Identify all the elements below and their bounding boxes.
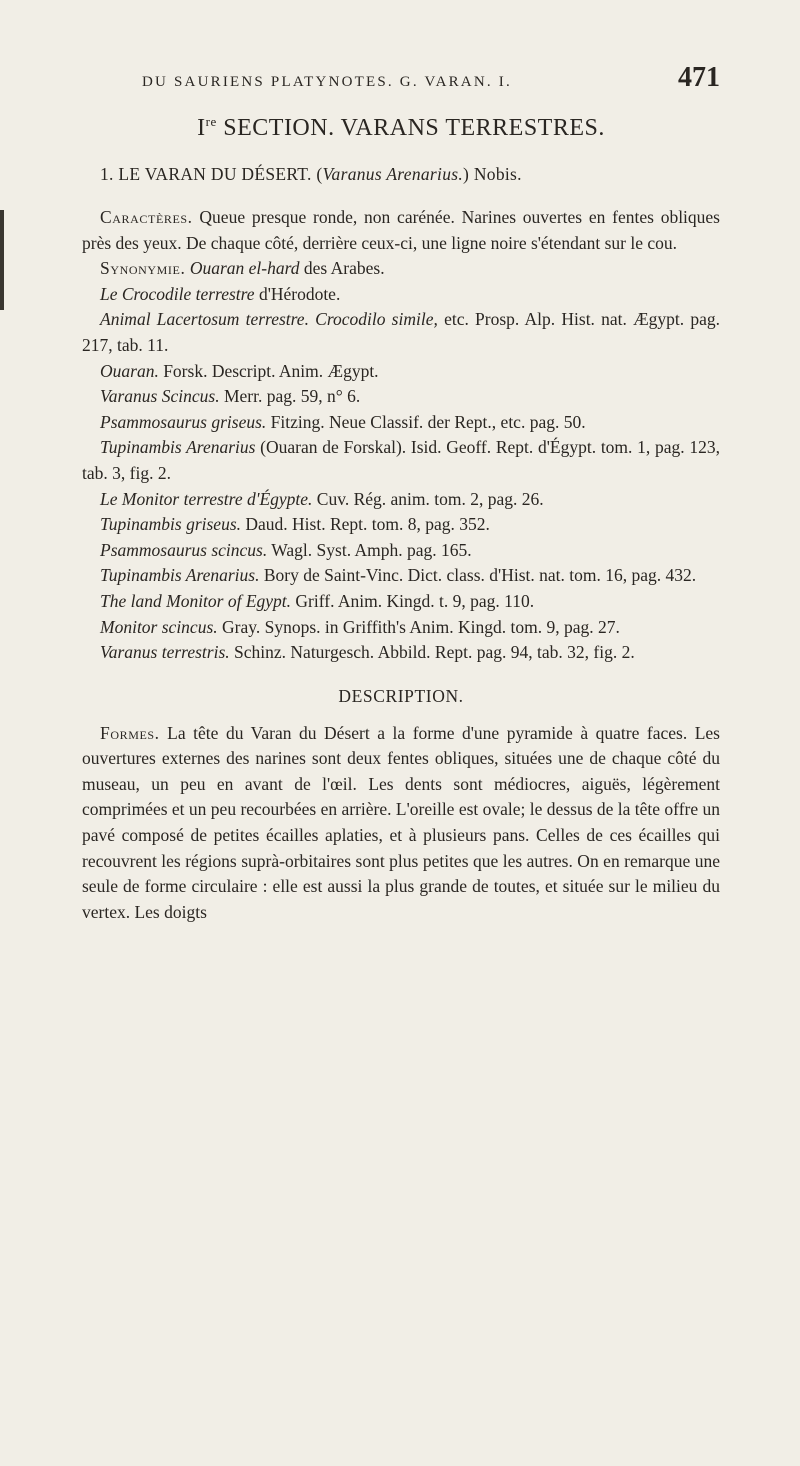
description-heading: DESCRIPTION. — [338, 685, 464, 706]
synonym-reference: Griff. Anim. Kingd. t. 9, pag. 110. — [291, 590, 535, 611]
synonym-reference: Merr. pag. 59, n° 6. — [219, 386, 361, 407]
synonymy-entry — [82, 615, 720, 641]
synonymy-entry — [82, 538, 720, 564]
description-text: La tête du Varan du Désert a la forme d'une pyramide à quatre faces. Les ouvertures externes des narines sont deux fentes obliques, situées une de chaque côté du museau, un peu en avant de l'œil. Les dents sont médiocres, aiguës, légèrement comprimées et un peu recourbées en arrière. L'oreille est ovale; le dessus de la tête offre un pavé composé de petites écailles aplaties, et à plusieurs pans. Celles de ces écailles qui recouvrent les régions suprà-orbitaires sont plus petites que les autres. On en remarque une seule de forme circulaire : elle est aussi la plus grande de toutes, et située sur le milieu du vertex. Les doigts — [82, 722, 720, 922]
characters-label: Caractères. — [100, 207, 193, 227]
synonym-reference: d'Hérodote. — [254, 283, 341, 304]
synonym-name: Psammosaurus griseus. — [100, 411, 267, 432]
synonym-reference: Wagl. Syst. Amph. pag. 165. — [267, 539, 472, 560]
synonymy-label: Synonymie. — [100, 258, 186, 279]
page-number: 471 — [678, 62, 720, 93]
synonymy-entry — [82, 359, 720, 385]
species-prefix: 1. LE VARAN DU DÉSERT. ( — [100, 164, 323, 184]
synonym-name: Le Crocodile terrestre — [100, 283, 255, 304]
running-header — [82, 62, 720, 94]
synonym-reference: etc. Prosp. Alp. Hist. nat. Ægypt. pag. 217, tab. 11. — [82, 309, 720, 355]
characters-paragraph — [82, 205, 720, 256]
synonym-reference: Bory de Saint-Vinc. Dict. class. d'Hist. nat. tom. 16, pag. 432. — [259, 565, 697, 586]
synonym-reference: Schinz. Naturgesch. Abbild. Rept. pag. 94, tab. 32, fig. 2. — [229, 642, 635, 663]
synonymy-entry — [82, 640, 720, 666]
synonym-reference: Gray. Synops. in Griffith's Anim. Kingd. tom. 9, pag. 27. — [217, 616, 620, 637]
synonym-reference: Daud. Hist. Rept. tom. 8, pag. 352. — [241, 514, 490, 535]
synonym-name: Varanus terrestris. — [100, 642, 230, 663]
description-paragraph — [82, 721, 720, 926]
synonymy-entry — [82, 384, 720, 410]
synonym-reference: Cuv. Rég. anim. tom. 2, pag. 26. — [312, 488, 544, 509]
synonymy-entry — [82, 563, 720, 589]
running-title: DU SAURIENS PLATYNOTES. G. VARAN. I. — [142, 74, 512, 90]
synonymy-entry — [82, 512, 720, 538]
synonymy-entry — [82, 410, 720, 436]
synonym-reference: Forsk. Descript. Anim. Ægypt. — [158, 360, 379, 381]
synonymy-list — [82, 256, 720, 666]
synonym-name: Animal Lacertosum terrestre. Crocodilo simile, — [100, 309, 438, 330]
species-heading — [100, 164, 720, 185]
synonym-reference: des Arabes. — [299, 258, 385, 279]
section-title-text: SECTION. VARANS TERRESTRES. — [223, 115, 605, 141]
synonymy-entry — [82, 487, 720, 513]
synonym-name: Tupinambis Arenarius. — [100, 565, 260, 586]
species-latin-name: Varanus Arenarius. — [322, 164, 464, 184]
synonym-reference: Fitzing. Neue Classif. der Rept., etc. pag. 50. — [266, 411, 586, 432]
synonymy-entry — [82, 256, 720, 282]
synonym-name: Le Monitor terrestre d'Égypte. — [100, 488, 313, 509]
synonymy-entry — [82, 307, 720, 358]
synonymy-entry — [82, 589, 720, 615]
binding-edge — [0, 210, 4, 310]
synonym-name: Tupinambis griseus. — [100, 514, 241, 535]
synonymy-entry — [82, 282, 720, 308]
forms-label: Formes. — [100, 722, 160, 743]
synonym-name: The land Monitor of Egypt. — [100, 590, 292, 611]
synonym-name: Monitor scincus. — [100, 616, 218, 637]
section-numeral-sup: re — [205, 114, 217, 129]
section-title — [82, 114, 720, 142]
characters-text: Queue presque ronde, non carénée. Narines ouvertes en fentes obliques près des yeux. De chaque côté, derrière ceux-ci, une ligne noire s'étendant sur le cou. — [82, 207, 720, 253]
synonym-name: Varanus Scincus. — [100, 386, 220, 407]
synonym-name: Tupinambis Arenarius — [100, 437, 256, 458]
synonym-reference: (Ouaran de Forskal). Isid. Geoff. Rept. d'Égypt. tom. 1, pag. 123, tab. 3, fig. 2. — [82, 437, 720, 483]
synonym-name: Ouaran. — [100, 360, 159, 381]
species-suffix: ) Nobis. — [463, 164, 522, 184]
synonym-name: Psammosaurus scincus. — [100, 539, 268, 560]
synonym-name: Ouaran el-hard — [185, 258, 300, 279]
section-numeral: I — [197, 115, 206, 141]
synonymy-entry — [82, 435, 720, 486]
